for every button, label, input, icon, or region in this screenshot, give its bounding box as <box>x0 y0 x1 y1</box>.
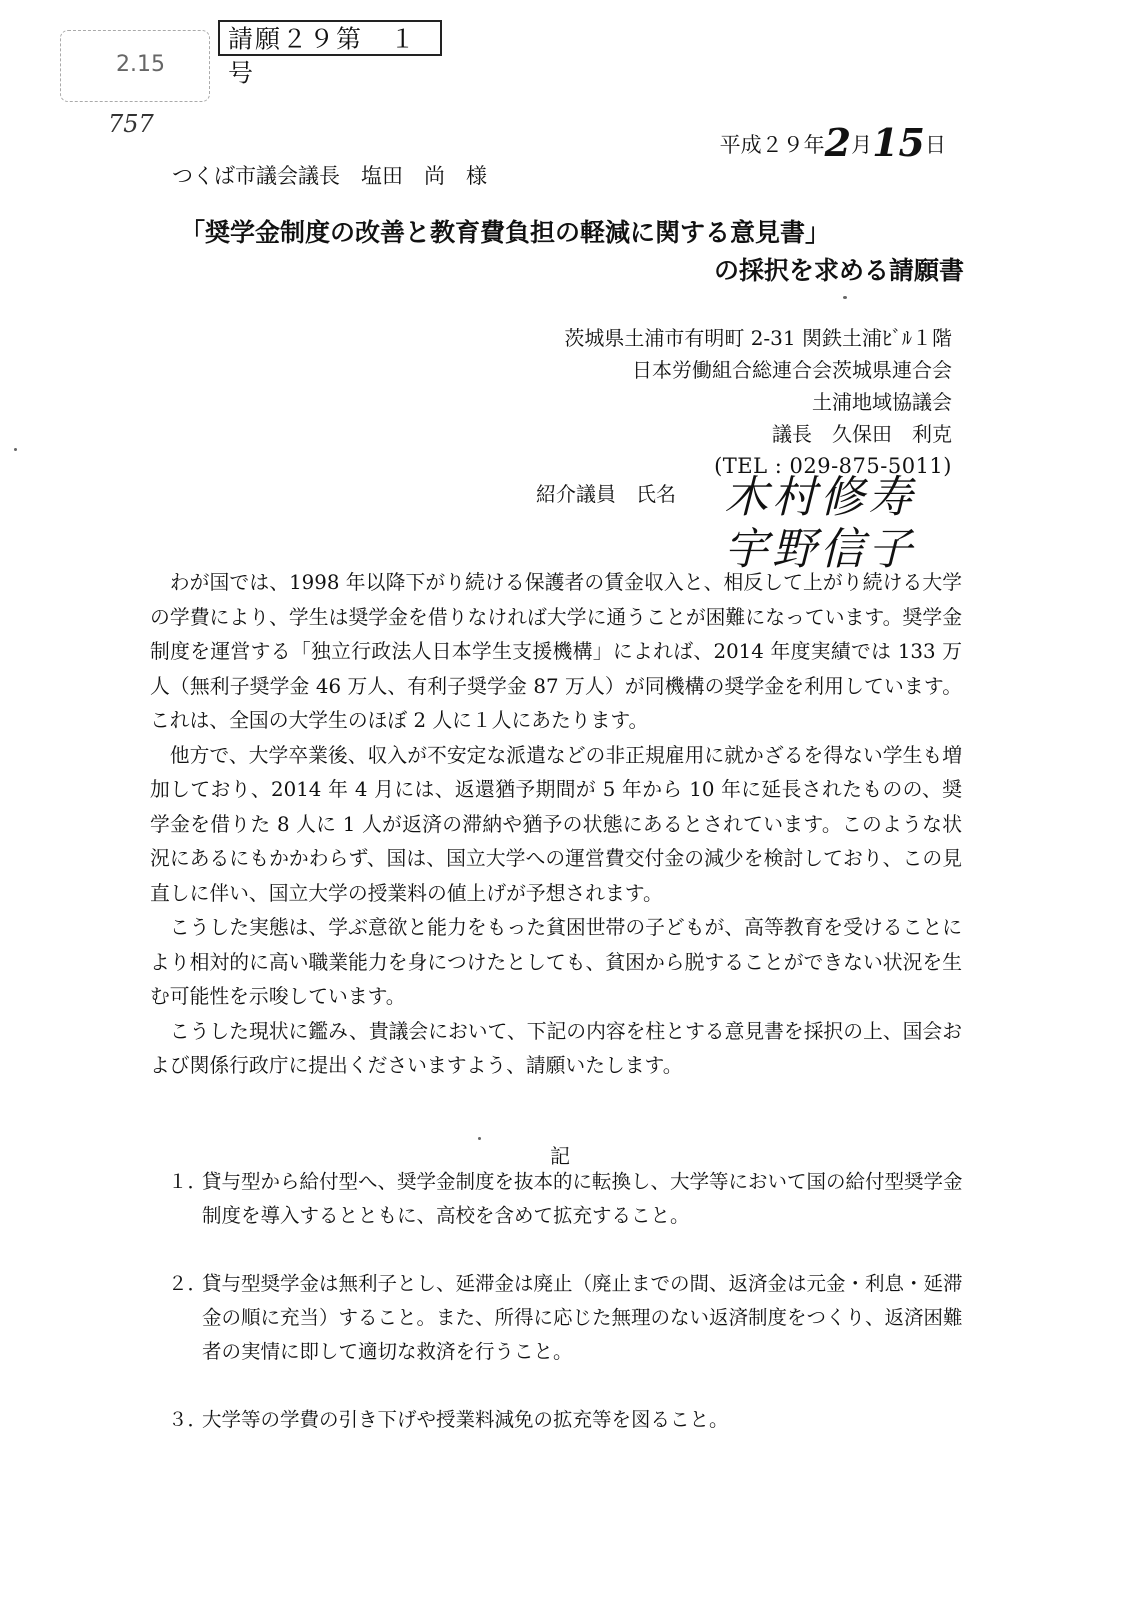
item-text: 貸与型から給付型へ、奨学金制度を抜本的に転換し、大学等において国の給付型奨学金制度を導入するとともに、高校を含めて拡充すること。 <box>202 1170 963 1227</box>
sender-address: 茨城県土浦市有明町 2-31 関鉄土浦ﾋﾞﾙ１階 <box>564 326 952 350</box>
item-text: 貸与型奨学金は無利子とし、延滞金は廃止（廃止までの間、返済金は元金・利息・延滞金の順に充当）すること。また、所得に応じた無理のない返済制度をつくり、返済困難者の実情に即して適切な救済を行うこと。 <box>202 1272 963 1363</box>
sender-tel: (TEL : 029-875-5011) <box>714 454 952 478</box>
petition-number: 請願２９第 １ 号 <box>228 24 445 87</box>
body-paragraph: 他方で、大学卒業後、収入が不安定な派遣などの非正規雇用に就かざるを得ない学生も増加しており、2014 年 4 月には、返還猶予期間が 5 年から 10 年に延長されたものの、奨学金を借りた 8 人に 1 人が返済の滞納や猶予の状態にあるとされています。このような状況にあるにもかかわらず、国は、国立大学への運営費交付金の減少を検討しており、この見直しに伴い、国立大学の授業料の値上げが予想されます。 <box>150 743 962 905</box>
request-item <box>168 1165 968 1233</box>
receipt-number: 757 <box>108 110 154 138</box>
request-item <box>168 1267 968 1369</box>
title-line-1: 「奨学金制度の改善と教育費負担の軽減に関する意見書」 <box>180 218 831 247</box>
document-title <box>180 214 970 290</box>
sender-organization: 日本労働組合総連合会茨城県連合会 <box>632 358 952 382</box>
date-day-suffix: 日 <box>925 133 946 157</box>
date-era-year: 平成２９年 <box>719 133 825 157</box>
addressee: つくば市議会議長 塩田 尚 様 <box>172 164 487 188</box>
scan-speck <box>843 296 847 299</box>
date-day: 15 <box>872 120 925 165</box>
item-number: １． <box>168 1170 208 1193</box>
introducer-signature: 木村修寿 <box>724 472 916 523</box>
request-item <box>168 1403 968 1437</box>
scan-speck <box>14 448 17 451</box>
ki-heading: 記 <box>550 1144 570 1168</box>
introducer-signatures <box>724 472 916 576</box>
request-items <box>168 1165 968 1471</box>
item-number: ３． <box>168 1408 208 1431</box>
introducer-signature: 宇野信子 <box>724 524 916 575</box>
petition-number-stamp <box>218 20 445 87</box>
body-paragraph: こうした実態は、学ぶ意欲と能力をもった貧困世帯の子どもが、高等教育を受けることにより相対的に高い職業能力を身につけたとしても、貧困から脱することができない状況を生む可能性を示唆しています。 <box>150 916 962 1008</box>
sender-block <box>564 322 952 482</box>
body-paragraph: わが国では、1998 年以降下がり続ける保護者の賃金収入と、相反して上がり続ける大学の学費により、学生は奨学金を借りなければ大学に通うことが困難になっています。奨学金制度を運営する「独立行政法人日本学生支援機構」によれば、2014 年度実績では 133 万人（無利子奨学金 46 万人、有利子奨学金 87 万人）が同機構の奨学金を利用しています。これは、全国の大学生のほぼ 2 人に１人にあたります。 <box>150 571 962 732</box>
item-text: 大学等の学費の引き下げや授業料減免の拡充等を図ること。 <box>202 1408 729 1431</box>
date-month-suffix: 月 <box>851 133 873 157</box>
title-line-2: の採択を求める請願書 <box>713 256 964 285</box>
item-number: ２． <box>168 1272 208 1295</box>
receipt-date: 2.15 <box>116 52 165 77</box>
sender-chair: 議長 久保田 利克 <box>772 422 952 446</box>
sender-branch: 土浦地域協議会 <box>812 390 952 414</box>
receipt-stamp <box>60 30 210 110</box>
petition-body <box>150 566 962 1084</box>
date-month: 2 <box>824 120 852 165</box>
body-paragraph: こうした現状に鑑み、貴議会において、下記の内容を柱とする意見書を採択の上、国会および関係行政庁に提出くださいますよう、請願いたします。 <box>150 1019 962 1077</box>
scan-speck <box>478 1137 481 1140</box>
introducer-label: 紹介議員 氏名 <box>536 482 676 506</box>
document-date <box>720 120 946 165</box>
